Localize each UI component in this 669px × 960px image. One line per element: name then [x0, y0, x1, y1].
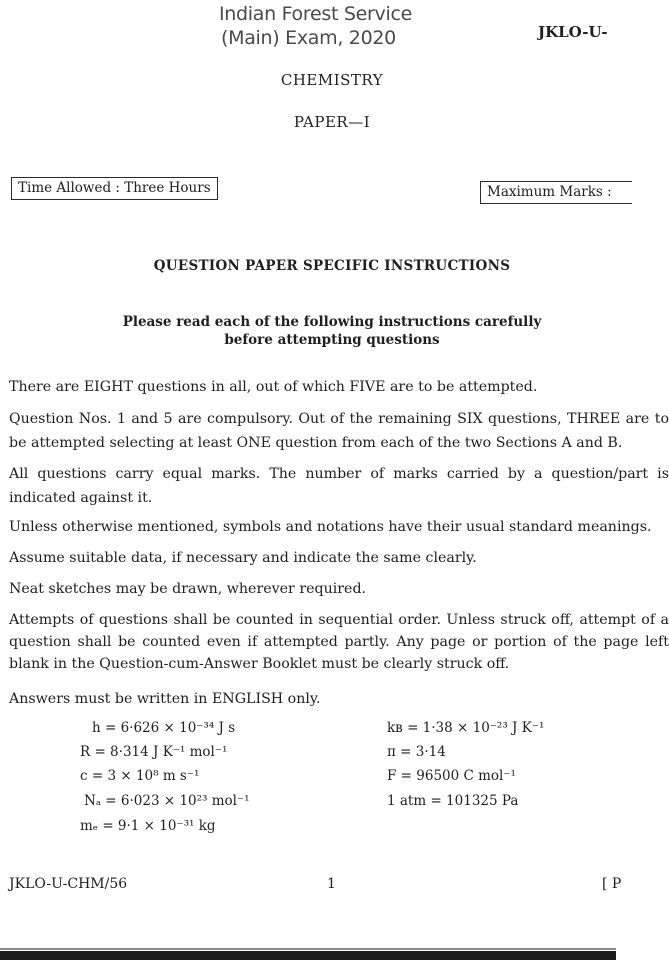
instructions-subtitle-2: before attempting questions — [224, 332, 440, 348]
constant-faraday: F = 96500 C mol⁻¹ — [387, 768, 516, 784]
instruction-item: Neat sketches may be drawn, wherever required. — [9, 581, 367, 597]
instructions-subtitle-1: Please read each of the following instructions carefully — [122, 314, 542, 330]
scan-edge-line — [0, 948, 616, 950]
maximum-marks-box: Maximum Marks : — [480, 181, 632, 204]
exam-stamp-line1: Indian Forest Service — [219, 3, 412, 25]
constant-avogadro: Nₐ = 6·023 × 10²³ mol⁻¹ — [84, 793, 250, 809]
constant-gas: R = 8·314 J K⁻¹ mol⁻¹ — [80, 744, 228, 760]
constant-light-speed: c = 3 × 10⁸ m s⁻¹ — [80, 768, 200, 784]
paper-number: PAPER—I — [293, 113, 371, 131]
footer-paper-code: JKLO-U-CHM/56 — [9, 876, 128, 892]
footer-right-marker: [ P — [602, 876, 622, 892]
instruction-item: Attempts of questions shall be counted in sequential order. Unless struck off, attempt of a question shall be counted even if attempted partly. Any page or portion of the page left blank in the Question-cum-Answer Booklet must be clearly struck off. — [9, 612, 669, 672]
exam-stamp-line2: (Main) Exam, 2020 — [221, 27, 396, 49]
constant-electron-mass: mₑ = 9·1 × 10⁻³¹ kg — [80, 818, 216, 834]
footer-page-number: 1 — [327, 876, 336, 892]
instruction-item: Assume suitable data, if necessary and indicate the same clearly. — [9, 550, 477, 566]
scan-bottom-edge — [0, 951, 616, 960]
instruction-item: Unless otherwise mentioned, symbols and notations have their usual standard meanings. — [9, 519, 652, 535]
time-allowed-box: Time Allowed : Three Hours — [11, 177, 218, 200]
instruction-item: Answers must be written in ENGLISH only. — [9, 691, 321, 707]
instructions-title: QUESTION PAPER SPECIFIC INSTRUCTIONS — [153, 258, 511, 274]
instruction-item: Question Nos. 1 and 5 are compulsory. Out of the remaining SIX questions, THREE are to be attempted selecting at least ONE question from each of the two Sections A and B. — [9, 411, 669, 451]
constant-planck: h = 6·626 × 10⁻³⁴ J s — [92, 720, 236, 736]
constant-pi: π = 3·14 — [387, 744, 446, 760]
subject-title: CHEMISTRY — [280, 71, 384, 89]
instruction-item: There are EIGHT questions in all, out of which FIVE are to be attempted. — [9, 379, 538, 395]
constant-atm: 1 atm = 101325 Pa — [387, 793, 519, 809]
paper-code-top: JKLO-U- — [538, 23, 608, 41]
instruction-item: All questions carry equal marks. The number of marks carried by a question/part is indicated against it. — [9, 466, 669, 506]
constant-boltzmann: kʙ = 1·38 × 10⁻²³ J K⁻¹ — [387, 720, 545, 736]
